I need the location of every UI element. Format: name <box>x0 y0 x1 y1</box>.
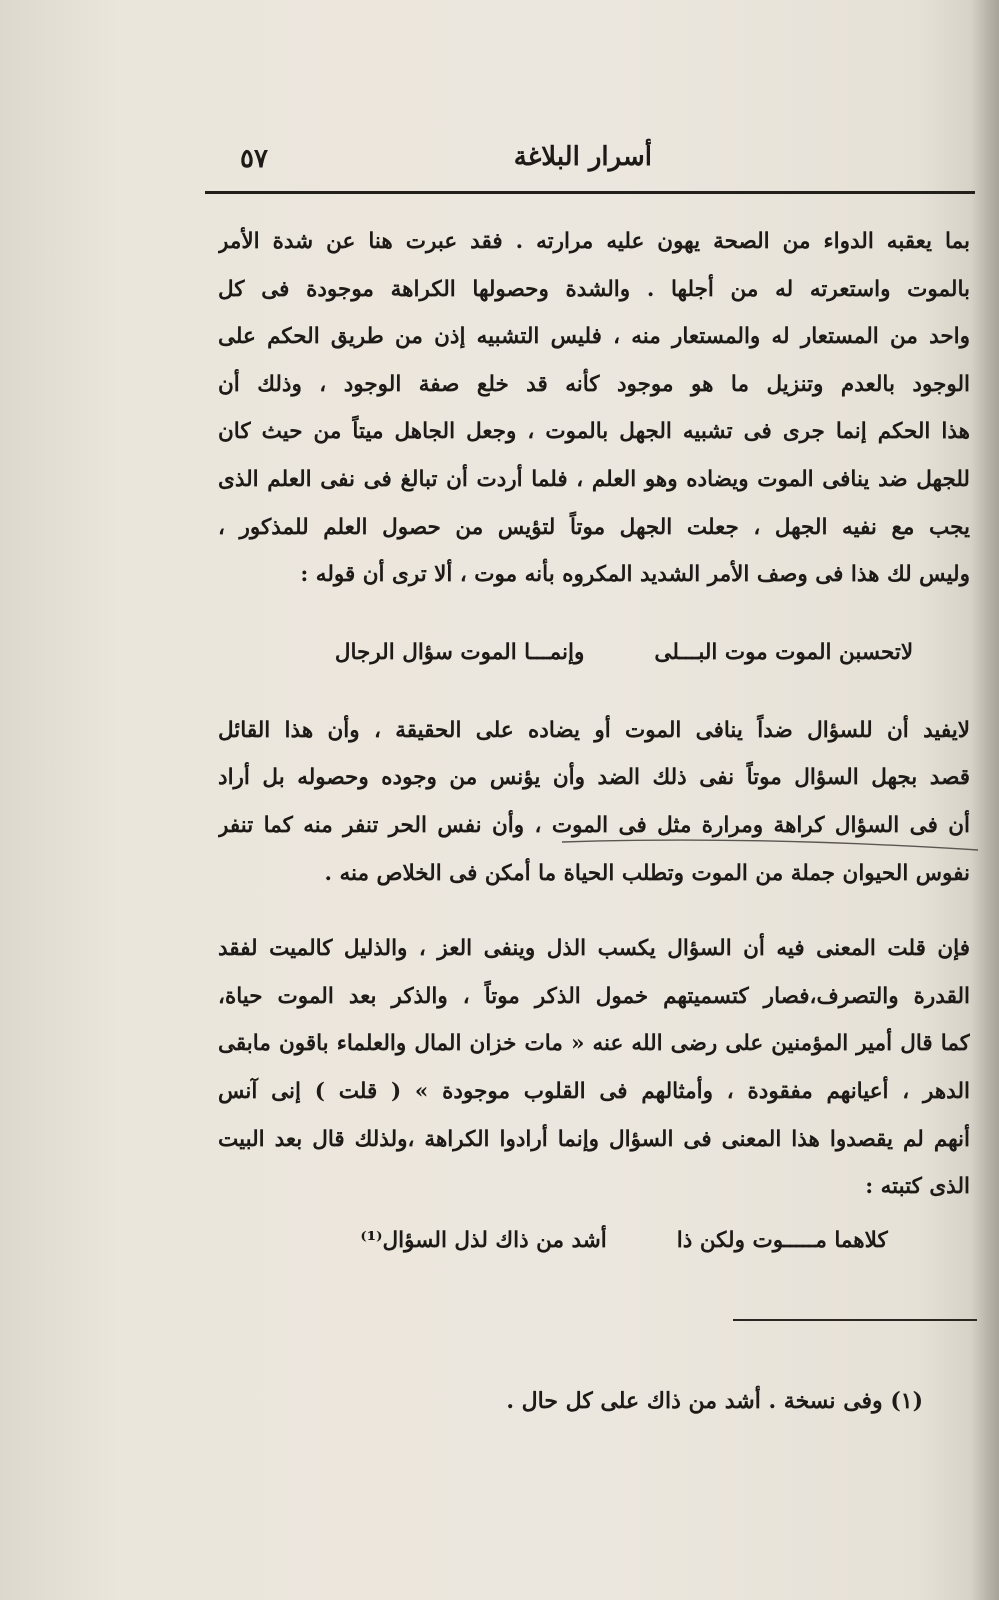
text-line: فإن قلت المعنى فيه أن السؤال يكسب الذل وينفى العز ، والذليل كالميت لفقد <box>218 936 970 962</box>
text-line: للجهل ضد ينافى الموت ويضاده وهو العلم ، فلما أردت أن تبالغ فى نفى العلم الذى <box>218 466 970 492</box>
text-line: قصد بجهل السؤال موتاً نفى ذلك الضد وأن يؤنس من وجوده وحصوله بل أراد <box>218 765 970 791</box>
text-line: يجب مع نفيه الجهل ، جعلت الجهل موتاً لتؤيس من حصول العلم للمذكور ، <box>218 514 970 540</box>
page-binding-edge <box>971 0 999 1600</box>
page-body <box>218 218 970 1271</box>
verse-hemistich: كلاهما مـــــوت ولكن ذا <box>676 1227 888 1253</box>
text-line: الدهر ، أعيانهم مفقودة ، وأمثالهم فى القلوب موجودة » ( قلت ) إنى آنس <box>218 1078 970 1104</box>
text-line: نفوس الحيوان جملة من الموت وتطلب الحياة ما أمكن فى الخلاص منه . <box>324 860 970 886</box>
text-line: كما قال أمير المؤمنين على رضى الله عنه « مات خزان المال والعلماء باقون مابقى <box>218 1031 970 1057</box>
text-line: بما يعقبه الدواء من الصحة يهون عليه مرارته . فقد عبرت هنا عن شدة الأمر <box>218 229 970 254</box>
text-line: أنهم لم يقصدوا هذا المعنى فى السؤال وإنما أرادوا الكراهة ،ولذلك قال بعد البيت <box>218 1126 970 1152</box>
footnote-rule <box>733 1319 977 1321</box>
verse-2 <box>218 1211 970 1271</box>
header-rule <box>205 191 975 194</box>
text-line: الوجود بالعدم وتنزيل ما هو موجود كأنه قد خلع صفة الوجود ، وذلك أن <box>218 371 970 397</box>
verse-1 <box>218 623 970 683</box>
paragraph-3 <box>218 925 970 1211</box>
text-line: الذى كتبته : <box>865 1174 970 1200</box>
verse-hemistich: وإنمـــا الموت سؤال الرجال <box>334 639 585 665</box>
text-line: القدرة والتصرف،فصار كتسميتهم خمول الذكر موتاً ، والذكر بعد الموت حياة، <box>218 983 970 1009</box>
verse-hemistich: لاتحسبن الموت موت البـــلى <box>654 639 914 665</box>
text-line: هذا الحكم إنما جرى فى تشبيه الجهل بالموت ، وجعل الجاهل ميتاً من حيث كان <box>218 419 970 445</box>
text-line: أن فى السؤال كراهة ومرارة مثل فى الموت ، وأن نفس الحر تنفر منه كما تنفر <box>218 812 970 838</box>
verse-hemistich: أشد من ذاك لذل السؤال⁽¹⁾ <box>360 1227 607 1253</box>
paragraph-2 <box>218 707 970 897</box>
text-line: واحد من المستعار له والمستعار منه ، فليس التشبيه إذن من طريق الحكم على <box>218 324 970 350</box>
text-line: وليس لك هذا فى وصف الأمر الشديد المكروه بأنه موت ، ألا ترى أن قوله : <box>300 562 970 588</box>
paragraph-1 <box>218 218 970 599</box>
footnote: (١) وفى نسخة . أشد من ذاك على كل حال . <box>506 1388 923 1414</box>
page-number: ٥٧ <box>240 144 268 174</box>
running-title: أسرار البلاغة <box>513 142 652 172</box>
text-line: لايفيد أن للسؤال ضداً ينافى الموت أو يضاده على الحقيقة ، وأن هذا القائل <box>218 717 970 743</box>
text-line: بالموت واستعرته له من أجلها . والشدة وحصولها الكراهة موجودة فى كل <box>218 276 970 302</box>
pencil-underline-mark <box>560 836 980 858</box>
page-header <box>210 140 972 186</box>
